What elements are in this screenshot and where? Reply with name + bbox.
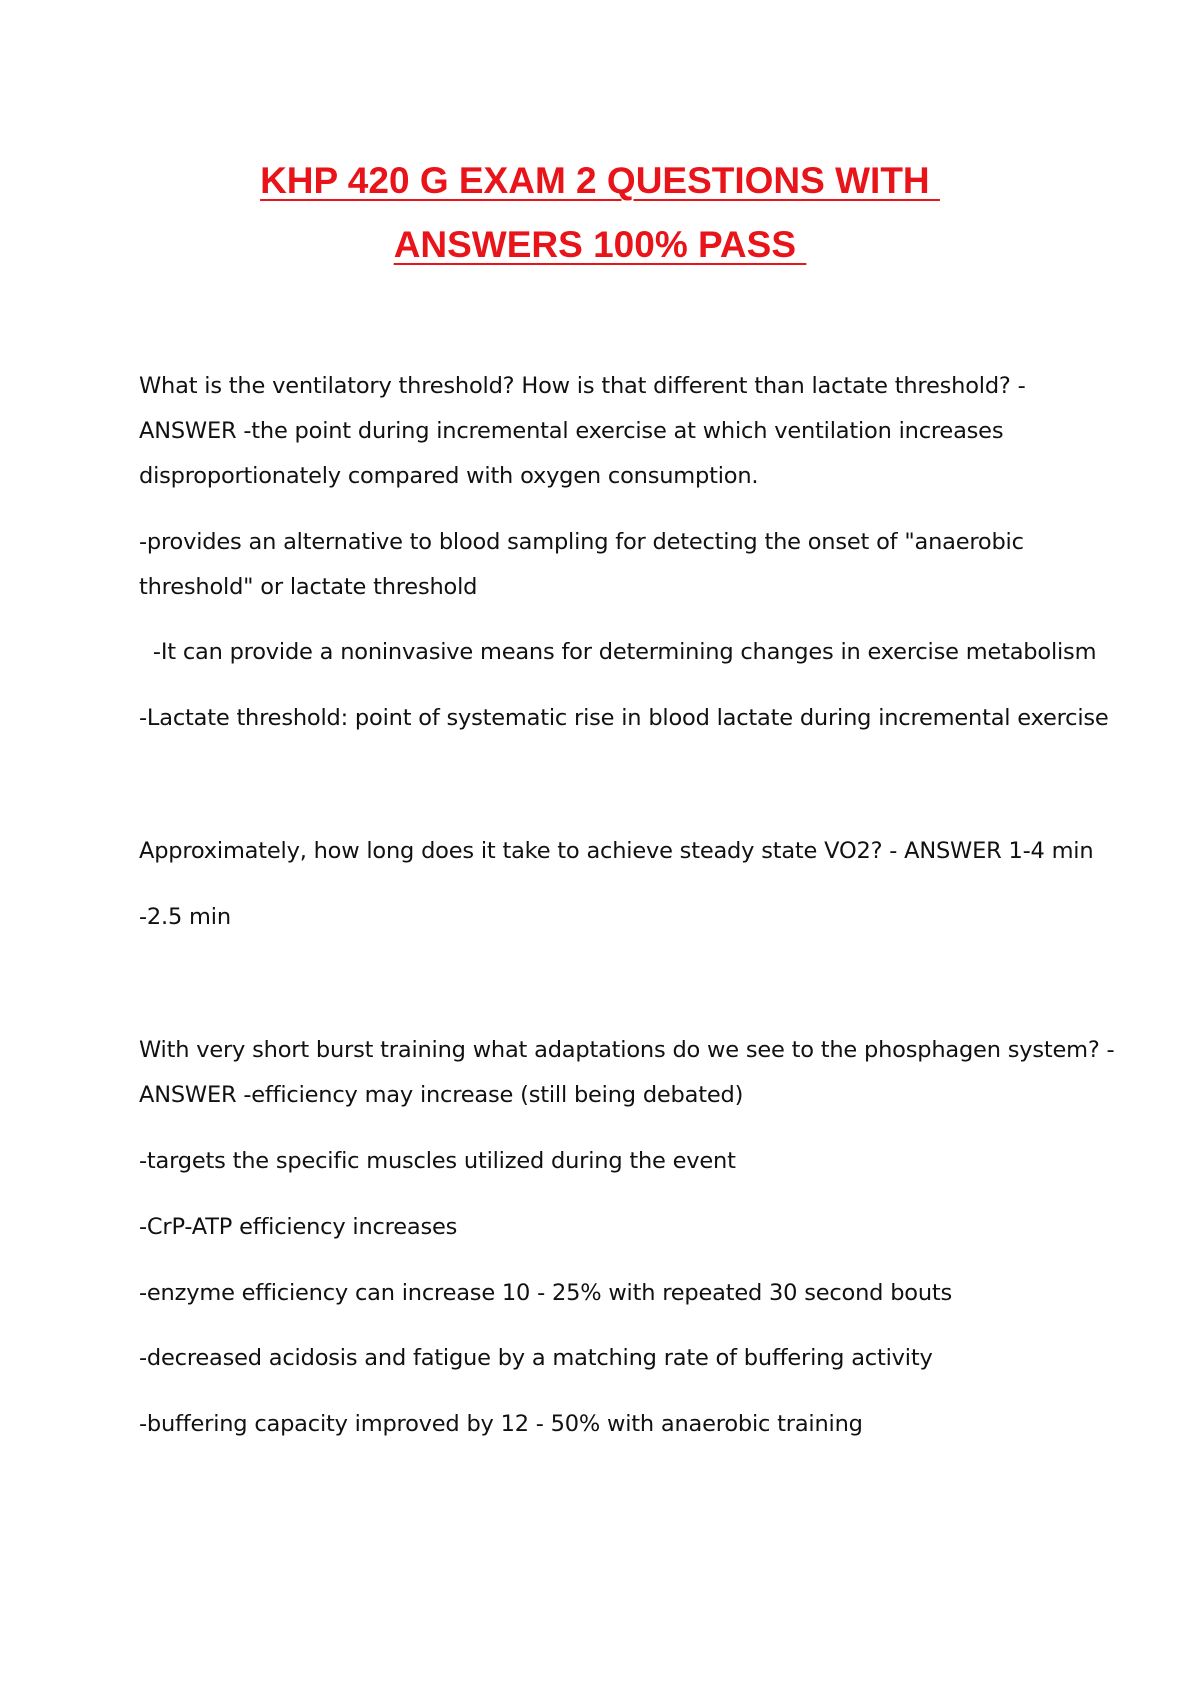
answer-1-point: -It can provide a noninvasive means for determining changes in exercise metabolism xyxy=(139,639,1097,665)
document-title-line-2: ANSWERS 100% PASS xyxy=(393,224,807,265)
document-title-line-1: KHP 420 G EXAM 2 QUESTIONS WITH xyxy=(260,160,940,201)
answer-1-text-continued: disproportionately compared with oxygen consumption. xyxy=(139,463,759,489)
answer-3-point: -buffering capacity improved by 12 - 50% with anaerobic training xyxy=(139,1411,863,1437)
answer-3-point: -targets the specific muscles utilized during the event xyxy=(139,1148,736,1174)
answer-3-point: -decreased acidosis and fatigue by a matching rate of buffering activity xyxy=(139,1345,933,1371)
answer-2-point: -2.5 min xyxy=(139,904,231,930)
answer-1-text: ANSWER -the point during incremental exercise at which ventilation increases xyxy=(139,418,1004,444)
answer-1-point: -provides an alternative to blood sampling for detecting the onset of "anaerobic xyxy=(139,529,1024,555)
question-3-text: With very short burst training what adaptations do we see to the phosphagen system? - xyxy=(139,1037,1115,1063)
answer-3-point: -CrP-ATP efficiency increases xyxy=(139,1214,458,1240)
question-2-text: Approximately, how long does it take to achieve steady state VO2? - ANSWER 1-4 min xyxy=(139,838,1094,864)
answer-1-point-continued: threshold" or lactate threshold xyxy=(139,574,478,600)
question-1-text: What is the ventilatory threshold? How is that different than lactate threshold? - xyxy=(139,373,1026,399)
answer-3-point: -enzyme efficiency can increase 10 - 25% with repeated 30 second bouts xyxy=(139,1280,953,1306)
answer-3-text: ANSWER -efficiency may increase (still being debated) xyxy=(139,1082,744,1108)
answer-1-point: -Lactate threshold: point of systematic rise in blood lactate during incremental exercise xyxy=(139,705,1109,731)
